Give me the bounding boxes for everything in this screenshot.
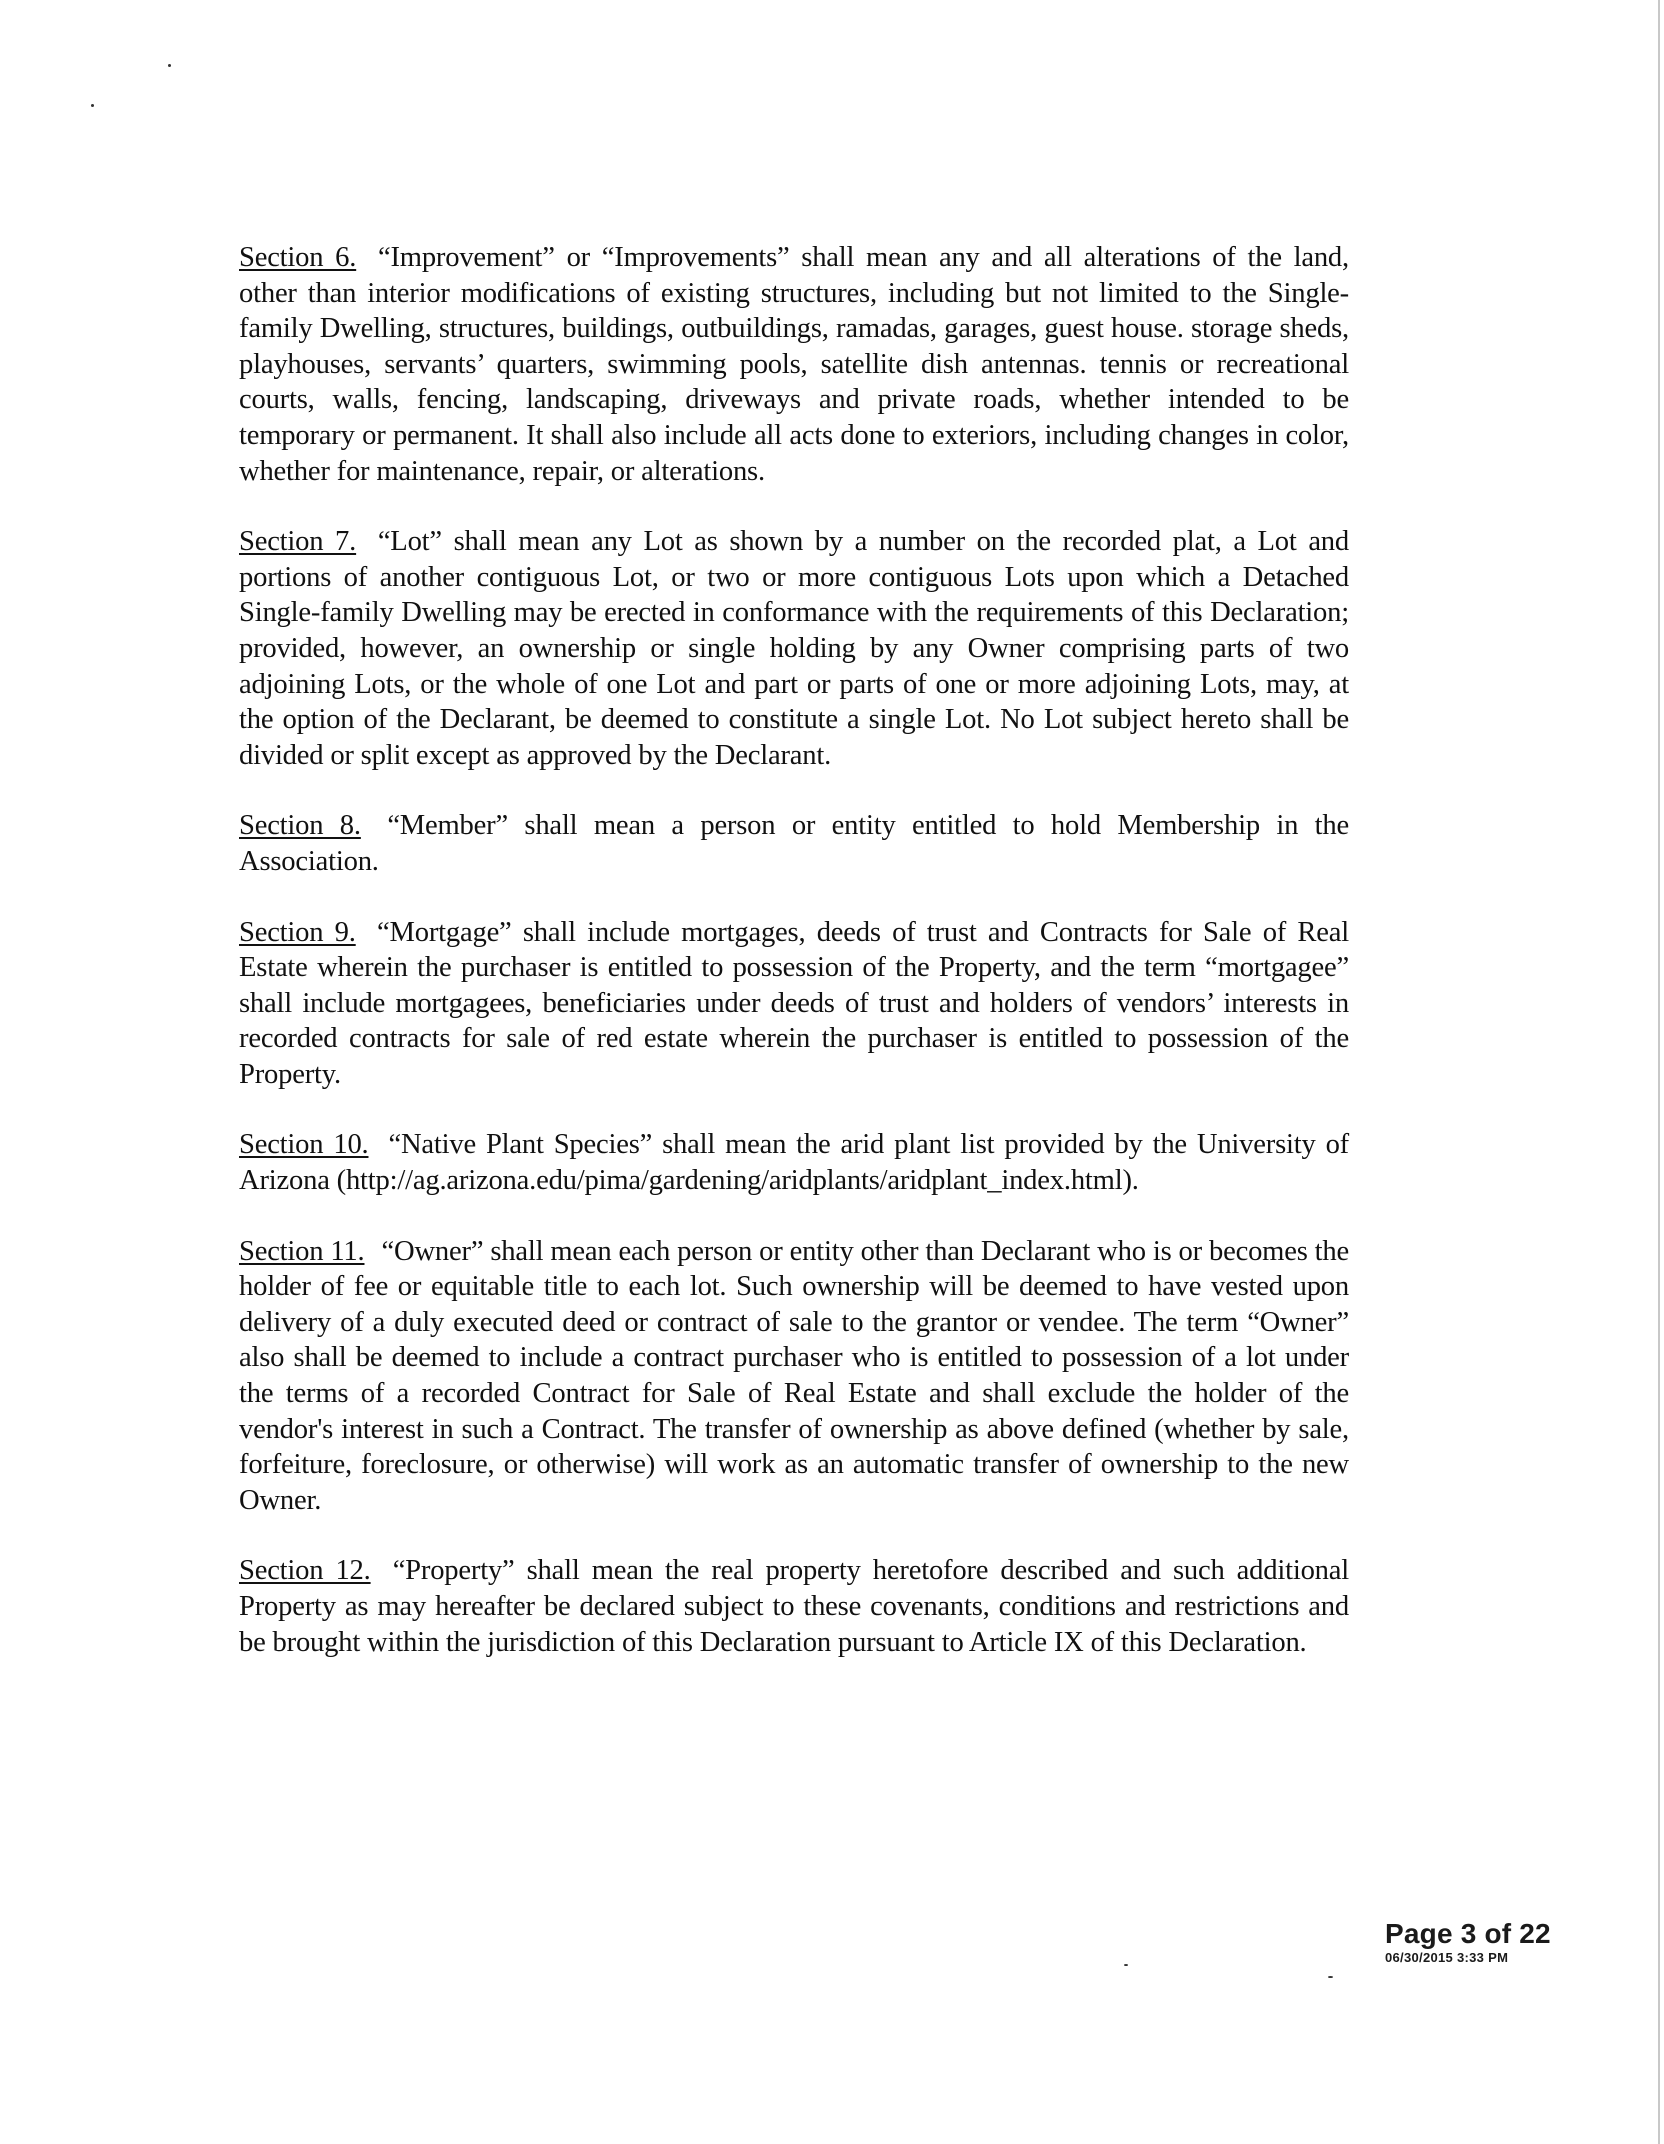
section-10-label: Section 10.: [239, 1129, 369, 1161]
section-10-text: “Native Plant Species” shall mean the arid plant list provided by the University of Arizona (http://ag.arizona.edu/pima/gardening/aridplants/aridplant_index.html).: [239, 1129, 1349, 1197]
section-7: [239, 524, 1349, 773]
scan-speck: [168, 64, 171, 67]
section-12-label: Section 12.: [239, 1555, 371, 1587]
section-8-text: “Member” shall mean a person or entity entitled to hold Membership in the Association.: [239, 810, 1349, 877]
section-8: [239, 808, 1349, 879]
section-8-label: Section 8.: [239, 810, 361, 842]
section-7-label: Section 7.: [239, 526, 357, 558]
section-9-label: Section 9.: [239, 916, 356, 948]
scan-speck: [91, 104, 94, 107]
section-6: [239, 240, 1349, 489]
section-11: [239, 1234, 1349, 1519]
section-12: [239, 1553, 1349, 1660]
document-body: [239, 240, 1349, 1695]
section-11-label: Section 11.: [239, 1235, 365, 1267]
page-edge-line: [1658, 0, 1660, 2144]
page-footer: [1385, 1918, 1645, 1966]
section-6-label: Section 6.: [239, 242, 357, 273]
section-7-text: “Lot” shall mean any Lot as shown by a number on the recorded plat, a Lot and portions of another contiguous Lot, or two or more contiguous Lots upon which a Detached Single-family Dwelling may be erected in conformance with the requirements of this Declaration; provided, however, an ownership or single holding by any Owner comprising parts of two adjoining Lots, or the whole of one Lot and part or parts of one or more adjoining Lots, may, at the option of the Declarant, be deemed to constitute a single Lot. No Lot subject hereto shall be divided or split except as approved by the Declarant.: [239, 526, 1350, 771]
recording-timestamp: 06/30/2015 3:33 PM: [1385, 1950, 1509, 1965]
scan-speck: [1124, 1964, 1128, 1966]
section-10: [239, 1127, 1349, 1198]
section-12-text: “Property” shall mean the real property heretofore described and such additional Property as may hereafter be declared subject to these covenants, conditions and restrictions and be brought within the jurisdiction of this Declaration pursuant to Article IX of this Declaration.: [239, 1555, 1349, 1658]
section-9: [239, 915, 1349, 1093]
section-9-text: “Mortgage” shall include mortgages, deeds of trust and Contracts for Sale of Real Estate wherein the purchaser is entitled to possession of the Property, and the term “mortgagee” shall include mortgagees, beneficiaries under deeds of trust and holders of vendors’ interests in recorded contracts for sale of red estate wherein the purchaser is entitled to possession of the Property.: [239, 916, 1349, 1090]
scan-speck: [1328, 1976, 1333, 1978]
section-6-text: “Improvement” or “Improvements” shall mean any and all alterations of the land, other than interior modifications of existing structures, including but not limited to the Single-family Dwelling, structures, buildings, outbuildings, ramadas, garages, guest house. storage sheds, playhouses, servants’ quarters, swimming pools, satellite dish antennas. tennis or recreational courts, walls, fencing, landscaping, driveways and private roads, whether intended to be temporary or permanent. It shall also include all acts done to exteriors, including changes in color, whether for maintenance, repair, or alterations.: [239, 242, 1349, 487]
page-number: Page 3 of 22: [1385, 1918, 1551, 1949]
section-11-text: “Owner” shall mean each person or entity other than Declarant who is or becomes the holder of fee or equitable title to each lot. Such ownership will be deemed to have vested upon delivery of a duly executed deed or contract of sale to the grantor or vendee. The term “Owner” also shall be deemed to include a contract purchaser who is entitled to possession of a lot under the terms of a recorded Contract for Sale of Real Estate and shall exclude the holder of the vendor's interest in such a Contract. The transfer of ownership as above defined (whether by sale, forfeiture, foreclosure, or otherwise) will work as an automatic transfer of ownership to the new Owner.: [239, 1235, 1349, 1516]
